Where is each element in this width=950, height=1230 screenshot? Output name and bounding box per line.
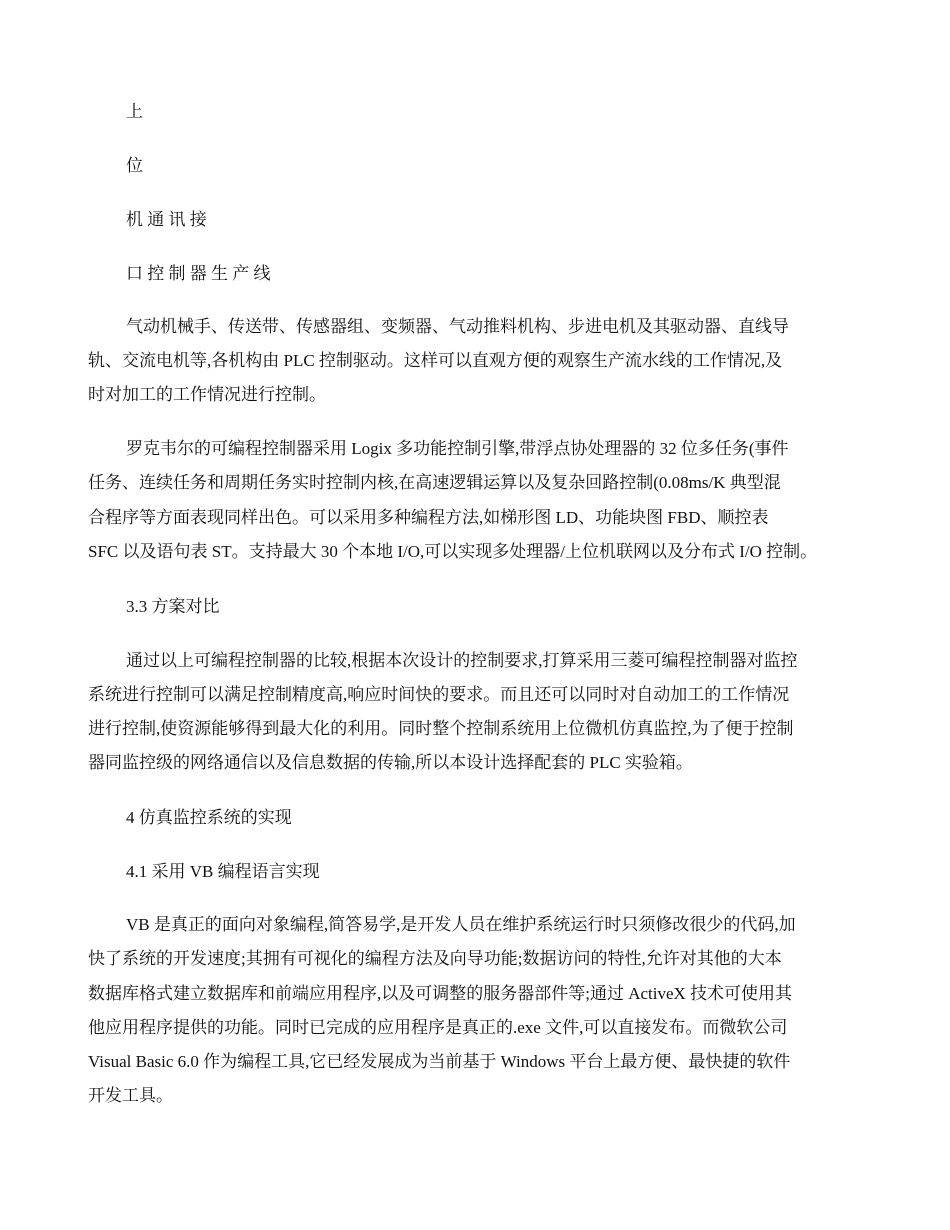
paragraph-line: 他应用程序提供的功能。同时已完成的应用程序是真正的.exe 文件,可以直接发布。而微软公司 <box>88 1018 788 1037</box>
fragment-line-2: 位 <box>126 156 143 175</box>
fragment-line-3: 机 通 讯 接 <box>126 210 207 229</box>
paragraph-line: 开发工具。 <box>88 1086 173 1105</box>
paragraph-line: 快了系统的开发速度;其拥有可视化的编程方法及向导功能;数据访问的特性,允许对其他的大本 <box>88 949 782 968</box>
paragraph-line: 进行控制,使资源能够得到最大化的利用。同时整个控制系统用上位微机仿真监控,为了便于控制 <box>88 719 794 738</box>
paragraph-line: 任务、连续任务和周期任务实时控制内核,在高速逻辑运算以及复杂回路控制(0.08ms/K 典型混 <box>88 473 781 492</box>
paragraph-line: 器同监控级的网络通信以及信息数据的传输,所以本设计选择配套的 PLC 实验箱。 <box>88 753 693 772</box>
paragraph-line: 轨、交流电机等,各机构由 PLC 控制驱动。这样可以直观方便的观察生产流水线的工作情况,及 <box>88 351 783 370</box>
paragraph-line: 系统进行控制可以满足控制精度高,响应时间快的要求。而且还可以同时对自动加工的工作情况 <box>88 685 790 704</box>
paragraph-line: 时对加工的工作情况进行控制。 <box>88 385 326 404</box>
paragraph-line: 罗克韦尔的可编程控制器采用 Logix 多功能控制引擎,带浮点协处理器的 32 位多任务(事件 <box>126 439 789 458</box>
section-heading-3-3: 3.3 方案对比 <box>126 597 220 616</box>
paragraph-line: SFC 以及语句表 ST。支持最大 30 个本地 I/O,可以实现多处理器/上位机联网以及分布式 I/O 控制。 <box>88 542 818 561</box>
paragraph-line: 合程序等方面表现同样出色。可以采用多种编程方法,如梯形图 LD、功能块图 FBD、顺控表 <box>88 508 769 527</box>
paragraph-line: Visual Basic 6.0 作为编程工具,它已经发展成为当前基于 Windows 平台上最方便、最快捷的软件 <box>88 1052 791 1071</box>
fragment-line-1: 上 <box>126 102 143 121</box>
section-heading-4: 4 仿真监控系统的实现 <box>126 808 292 827</box>
paragraph-line: 数据库格式建立数据库和前端应用程序,以及可调整的服务器部件等;通过 ActiveX 技术可使用其 <box>88 984 793 1003</box>
fragment-line-4: 口 控 制 器 生 产 线 <box>126 264 271 283</box>
section-heading-4-1: 4.1 采用 VB 编程语言实现 <box>126 862 320 881</box>
paragraph-line: 通过以上可编程控制器的比较,根据本次设计的控制要求,打算采用三菱可编程控制器对监控 <box>126 651 798 670</box>
paragraph-line: 气动机械手、传送带、传感器组、变频器、气动推料机构、步进电机及其驱动器、直线导 <box>126 317 789 336</box>
paragraph-line: VB 是真正的面向对象编程,简答易学,是开发人员在维护系统运行时只须修改很少的代码,加 <box>126 915 796 934</box>
